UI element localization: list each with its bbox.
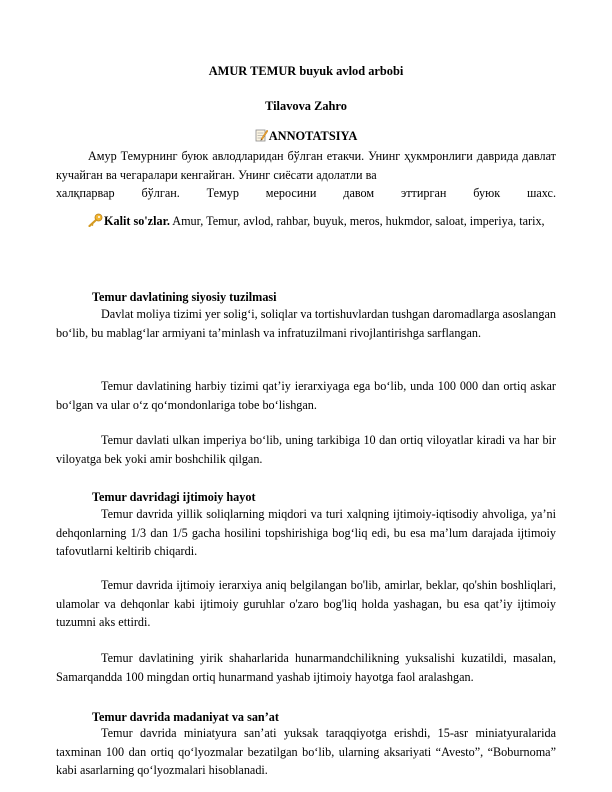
paragraph: Temur davlatining yirik shaharlarida hunarmandchilikning yuksalishi kuzatildi, masalan, Samarqandda 100 mingdan ortiq hunarmand yashab ijtimoiy hayotga faol aralashgan. bbox=[56, 651, 556, 684]
section-political-body-3 bbox=[56, 431, 556, 468]
section-social-body-3 bbox=[56, 649, 556, 686]
section-culture-body bbox=[56, 724, 556, 780]
section-heading-culture: Temur davrida madaniyat va san’at bbox=[92, 710, 279, 724]
memo-icon bbox=[255, 128, 268, 142]
annotation-text-2: халқпарвар бўлган. Темур меросини давом эттирган буюк шахс. bbox=[56, 186, 556, 201]
annotation-heading bbox=[0, 128, 612, 144]
keywords-block bbox=[56, 212, 556, 231]
paragraph: Temur davlati ulkan imperiya bo‘lib, uning tarkibiga 10 dan ortiq viloyatlar kiradi va har bir viloyatga bek yoki amir boshchilik qilgan. bbox=[56, 433, 556, 466]
paper-title: AMUR TEMUR buyuk avlod arbobi bbox=[208, 64, 404, 78]
paragraph: Temur davrida miniatyura san’ati yuksak taraqqiyotga erishdi, 15-asr miniatyuralarida taxminan 100 dan ortiq qo‘lyozmalar bezatilgan bo‘lib, ularning aksariyati “Avesto”, “Boburnoma” kabi asarlarning qo‘lyozmalari hisoblanadi. bbox=[56, 726, 556, 778]
keywords-text: Amur, Temur, avlod, rahbar, buyuk, meros, hukmdor, saloat, imperiya, tarix, bbox=[169, 214, 545, 228]
annotation-heading-text: ANNOTATSIYA bbox=[268, 129, 358, 143]
paragraph: Temur davlatining harbiy tizimi qat’iy ierarxiyaga ega bo‘lib, unda 100 000 dan ortiq askar bo‘lgan va ular o‘z qo‘mondonlariga tobe bo‘lishgan. bbox=[56, 379, 556, 412]
section-heading-social: Temur davridagi ijtimoiy hayot bbox=[92, 490, 256, 504]
author-name: Tilavova Zahro bbox=[265, 99, 347, 113]
annotation-text-1: Амур Темурнинг буюк авлодларидан бўлган етакчи. Унинг ҳукмронлиги даврида давлат кучайган ва чегаралари кенгайган. Унинг сиёсати адолатли ва bbox=[56, 149, 556, 182]
section-heading-political: Temur davlatining siyosiy tuzilmasi bbox=[92, 290, 277, 304]
section-political-body bbox=[56, 305, 556, 342]
section-political-body-2 bbox=[56, 377, 556, 414]
keywords-label: Kalit so'zlar. bbox=[104, 214, 170, 228]
paragraph: Davlat moliya tizimi yer solig‘i, soliqlar va tortishuvlardan tushgan daromadlarga asoslangan bo‘lib, bu mablag‘lar armiyani ta’minlash va infratuzilmani rivojlantirishga sarflangan. bbox=[56, 307, 557, 340]
paragraph: Temur davrida ijtimoiy ierarxiya aniq belgilangan bo'lib, amirlar, beklar, qo'shin boshliqlari, ulamolar va dehqonlar kabi ijtimoiy guruhlar o'zaro bog'liq holda yashagan, bu esa qat’iy ijtimoiy tuzumni aks ettirdi. bbox=[56, 578, 556, 630]
annotation-body bbox=[56, 147, 556, 203]
section-social-body bbox=[56, 505, 556, 561]
section-social-body-2 bbox=[56, 576, 556, 632]
paragraph: Temur davrida yillik soliqlarning miqdori va turi xalqning ijtimoiy-iqtisodiy ahvoliga, ya’ni dehqonlarning 1/3 dan 1/5 gacha hosilini topshirishiga bog‘liq edi, bu esa ma’lum darajada ijtimoiy tafovutlarni keltirib chiqardi. bbox=[56, 507, 556, 559]
key-icon bbox=[88, 213, 103, 227]
